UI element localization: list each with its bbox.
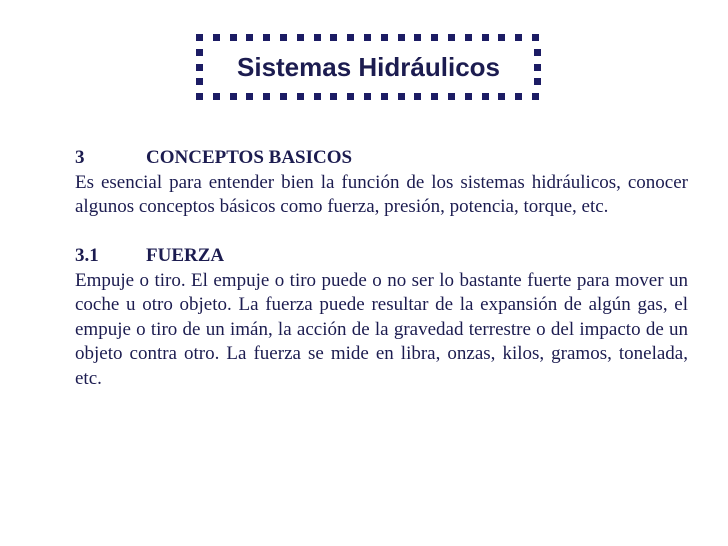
frame-dot [465,93,472,100]
frame-dot [314,93,321,100]
frame-dot [230,93,237,100]
frame-dot [213,34,220,41]
page-title: Sistemas Hidráulicos [237,52,500,82]
frame-dot [482,34,489,41]
frame-dot [482,93,489,100]
frame-dot [297,34,304,41]
document-body [75,146,688,391]
frame-dot [196,34,203,41]
frame-dot [364,93,371,100]
frame-dot [465,34,472,41]
frame-dot [498,93,505,100]
section-title: FUERZA [146,245,225,266]
frame-dot [431,93,438,100]
frame-dot [196,93,203,100]
section-number: 3 [75,147,85,168]
frame-dot [263,34,270,41]
frame-dot [347,34,354,41]
frame-dot [398,34,405,41]
section-force [75,244,688,391]
frame-dot [381,93,388,100]
section-heading [75,244,688,269]
frame-dot [246,34,253,41]
section-number: 3.1 [75,245,99,266]
frame-dot [213,93,220,100]
frame-dot [280,93,287,100]
frame-dot [414,93,421,100]
spacer [75,220,688,245]
frame-dot [347,93,354,100]
section-paragraph: Empuje o tiro. El empuje o tiro puede o no ser lo bastante fuerte para mover un coche u otro objeto. La fuerza puede resultar de la expansión de algún gas, el empuje o tiro de un imán, la acción de la gravedad terrestre o del impacto de un objeto contra otro. La fuerza se mide en libra, onzas, kilos, gramos, tonelada, etc. [75,269,688,389]
frame-dot [398,93,405,100]
section-title: CONCEPTOS BASICOS [146,147,353,168]
frame-dot [246,93,253,100]
frame-dot [431,34,438,41]
frame-dot [330,34,337,41]
frame-dot [364,34,371,41]
title-frame [196,34,541,100]
frame-dot [515,34,522,41]
frame-dot [381,34,388,41]
frame-dot [230,34,237,41]
frame-dot [532,34,539,41]
frame-dot [330,93,337,100]
frame-dot [280,34,287,41]
frame-dot [498,34,505,41]
frame-dot [263,93,270,100]
section-paragraph: Es esencial para entender bien la función de los sistemas hidráulicos, conocer algunos conceptos básicos como fuerza, presión, potencia, torque, etc. [75,171,688,217]
section-concepts [75,146,688,220]
frame-dot [532,93,539,100]
frame-dot [297,93,304,100]
frame-dot [448,34,455,41]
section-heading [75,146,688,171]
frame-dot [314,34,321,41]
frame-dot [515,93,522,100]
frame-dot [414,34,421,41]
frame-dot [448,93,455,100]
